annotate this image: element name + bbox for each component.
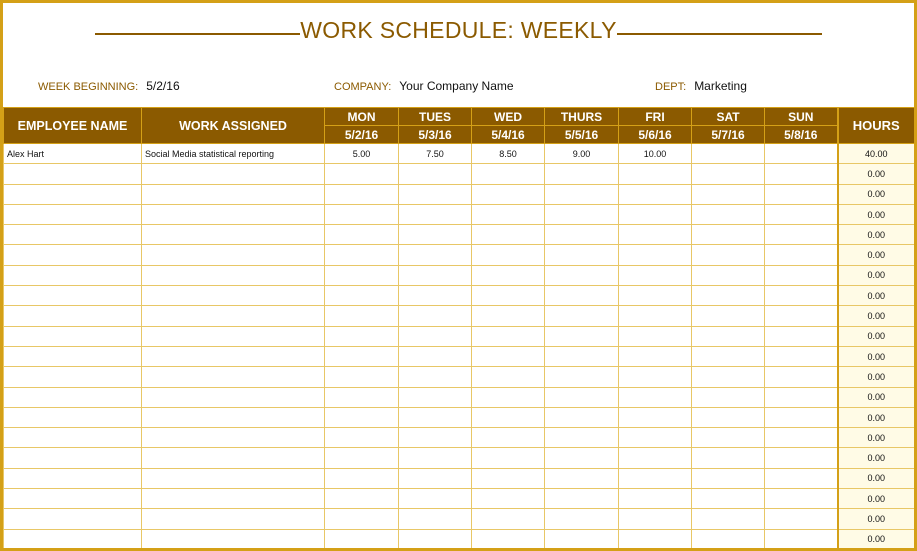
day-cell-wed[interactable] (472, 326, 545, 346)
day-cell-sat[interactable] (692, 265, 765, 285)
day-cell-tues[interactable] (399, 468, 472, 488)
hours-total-cell: 0.00 (838, 529, 915, 549)
hours-total-cell: 0.00 (838, 387, 915, 407)
employee-name-cell[interactable] (4, 509, 142, 529)
day-cell-fri[interactable] (619, 367, 692, 387)
day-cell-mon[interactable] (325, 367, 399, 387)
hours-total-cell: 0.00 (838, 306, 915, 326)
day-cell-fri[interactable] (619, 529, 692, 549)
day-cell-thurs[interactable] (545, 407, 619, 427)
day-cell-wed[interactable] (472, 407, 545, 427)
employee-name-cell[interactable]: Alex Hart (4, 144, 142, 164)
header-date-wed: 5/4/16 (472, 126, 545, 144)
table-row (4, 184, 915, 204)
header-day-sun: SUN (765, 108, 838, 126)
day-cell-sat[interactable] (692, 448, 765, 468)
day-cell-tues[interactable] (399, 529, 472, 549)
employee-name-cell[interactable] (4, 204, 142, 224)
day-cell-tues[interactable] (399, 306, 472, 326)
day-cell-tues[interactable] (399, 489, 472, 509)
hours-total-cell: 0.00 (838, 448, 915, 468)
day-cell-fri[interactable] (619, 286, 692, 306)
table-row (4, 306, 915, 326)
day-cell-wed[interactable] (472, 387, 545, 407)
day-cell-mon[interactable] (325, 346, 399, 366)
work-assigned-cell[interactable] (142, 204, 325, 224)
day-cell-sat[interactable] (692, 286, 765, 306)
day-cell-fri[interactable] (619, 346, 692, 366)
table-row (4, 489, 915, 509)
day-cell-sun[interactable] (765, 489, 838, 509)
day-cell-sun[interactable] (765, 144, 838, 164)
day-cell-fri[interactable] (619, 387, 692, 407)
day-cell-wed[interactable] (472, 204, 545, 224)
day-cell-sun[interactable] (765, 265, 838, 285)
day-cell-sun[interactable] (765, 367, 838, 387)
day-cell-wed[interactable] (472, 529, 545, 549)
day-cell-thurs[interactable] (545, 204, 619, 224)
work-assigned-cell[interactable] (142, 245, 325, 265)
table-row (4, 164, 915, 184)
hours-total-cell: 0.00 (838, 509, 915, 529)
day-cell-mon[interactable]: 5.00 (325, 144, 399, 164)
day-cell-sun[interactable] (765, 346, 838, 366)
company (334, 79, 514, 95)
day-cell-fri[interactable] (619, 225, 692, 245)
day-cell-sun[interactable] (765, 468, 838, 488)
table-row (4, 448, 915, 468)
dept (655, 79, 747, 95)
schedule-table (3, 107, 915, 550)
employee-name-cell[interactable] (4, 489, 142, 509)
day-cell-thurs[interactable]: 9.00 (545, 144, 619, 164)
hours-total-cell: 0.00 (838, 326, 915, 346)
work-assigned-cell[interactable] (142, 286, 325, 306)
day-cell-fri[interactable] (619, 164, 692, 184)
title-rule-left (95, 33, 300, 35)
day-cell-wed[interactable] (472, 306, 545, 326)
week-beginning-value[interactable]: 5/2/16 (146, 79, 180, 93)
day-cell-tues[interactable] (399, 448, 472, 468)
company-value[interactable]: Your Company Name (399, 79, 514, 93)
employee-name-cell[interactable] (4, 326, 142, 346)
header-day-tues: TUES (399, 108, 472, 126)
employee-name-cell[interactable] (4, 164, 142, 184)
day-cell-wed[interactable] (472, 468, 545, 488)
day-cell-wed[interactable] (472, 367, 545, 387)
week-beginning (38, 79, 180, 95)
employee-name-cell[interactable] (4, 448, 142, 468)
day-cell-sat[interactable] (692, 306, 765, 326)
day-cell-mon[interactable] (325, 448, 399, 468)
day-cell-tues[interactable] (399, 326, 472, 346)
day-cell-sun[interactable] (765, 509, 838, 529)
hours-total-cell: 0.00 (838, 164, 915, 184)
day-cell-wed[interactable] (472, 489, 545, 509)
schedule-body (4, 144, 915, 550)
work-assigned-cell[interactable] (142, 387, 325, 407)
day-cell-mon[interactable] (325, 509, 399, 529)
dept-label: DEPT: (655, 81, 687, 93)
day-cell-fri[interactable] (619, 245, 692, 265)
header-employee-name: EMPLOYEE NAME (4, 108, 142, 144)
employee-name-cell[interactable] (4, 428, 142, 448)
day-cell-sat[interactable] (692, 245, 765, 265)
work-assigned-cell[interactable] (142, 428, 325, 448)
day-cell-tues[interactable] (399, 387, 472, 407)
day-cell-tues[interactable] (399, 225, 472, 245)
header-hours: HOURS (838, 108, 915, 144)
work-assigned-cell[interactable] (142, 489, 325, 509)
day-cell-tues[interactable] (399, 286, 472, 306)
hours-total-cell: 0.00 (838, 346, 915, 366)
day-cell-wed[interactable] (472, 448, 545, 468)
day-cell-sun[interactable] (765, 529, 838, 549)
day-cell-sun[interactable] (765, 306, 838, 326)
table-row (4, 529, 915, 549)
hours-total-cell: 0.00 (838, 468, 915, 488)
day-cell-wed[interactable] (472, 509, 545, 529)
header-date-fri: 5/6/16 (619, 126, 692, 144)
week-beginning-label: WEEK BEGINNING: (38, 81, 139, 93)
day-cell-tues[interactable] (399, 346, 472, 366)
day-cell-thurs[interactable] (545, 448, 619, 468)
employee-name-cell[interactable] (4, 367, 142, 387)
header-date-sat: 5/7/16 (692, 126, 765, 144)
day-cell-sat[interactable] (692, 204, 765, 224)
day-cell-fri[interactable]: 10.00 (619, 144, 692, 164)
day-cell-wed[interactable] (472, 225, 545, 245)
header-date-thurs: 5/5/16 (545, 126, 619, 144)
day-cell-sun[interactable] (765, 448, 838, 468)
day-cell-sat[interactable] (692, 509, 765, 529)
hours-total-cell: 0.00 (838, 245, 915, 265)
dept-value[interactable]: Marketing (694, 79, 747, 93)
work-assigned-cell[interactable] (142, 184, 325, 204)
page-title: WORK SCHEDULE: WEEKLY (300, 17, 617, 43)
day-cell-thurs[interactable] (545, 245, 619, 265)
day-cell-sun[interactable] (765, 164, 838, 184)
day-cell-sun[interactable] (765, 225, 838, 245)
day-cell-sat[interactable] (692, 184, 765, 204)
day-cell-sat[interactable] (692, 489, 765, 509)
day-cell-mon[interactable] (325, 265, 399, 285)
header-day-thurs: THURS (545, 108, 619, 126)
title-row (3, 17, 914, 47)
hours-total-cell: 0.00 (838, 489, 915, 509)
day-cell-mon[interactable] (325, 164, 399, 184)
day-cell-thurs[interactable] (545, 184, 619, 204)
day-cell-mon[interactable] (325, 529, 399, 549)
day-cell-thurs[interactable] (545, 326, 619, 346)
day-cell-sat[interactable] (692, 164, 765, 184)
employee-name-cell[interactable] (4, 306, 142, 326)
header-date-mon: 5/2/16 (325, 126, 399, 144)
day-cell-mon[interactable] (325, 387, 399, 407)
employee-name-cell[interactable] (4, 184, 142, 204)
day-cell-fri[interactable] (619, 489, 692, 509)
day-cell-mon[interactable] (325, 286, 399, 306)
day-cell-sun[interactable] (765, 326, 838, 346)
header-day-sat: SAT (692, 108, 765, 126)
hours-total-cell: 0.00 (838, 367, 915, 387)
work-assigned-cell[interactable] (142, 164, 325, 184)
table-row (4, 225, 915, 245)
day-cell-thurs[interactable] (545, 428, 619, 448)
hours-total-cell: 0.00 (838, 428, 915, 448)
hours-total-cell: 0.00 (838, 225, 915, 245)
title-rule-right (617, 33, 822, 35)
table-row (4, 286, 915, 306)
hours-total-cell: 0.00 (838, 184, 915, 204)
day-cell-sun[interactable] (765, 387, 838, 407)
work-assigned-cell[interactable] (142, 225, 325, 245)
day-cell-thurs[interactable] (545, 387, 619, 407)
day-cell-tues[interactable] (399, 407, 472, 427)
day-cell-sun[interactable] (765, 184, 838, 204)
day-cell-fri[interactable] (619, 184, 692, 204)
employee-name-cell[interactable] (4, 245, 142, 265)
work-assigned-cell[interactable] (142, 326, 325, 346)
work-assigned-cell[interactable] (142, 509, 325, 529)
work-assigned-cell[interactable] (142, 265, 325, 285)
day-cell-wed[interactable] (472, 184, 545, 204)
day-cell-mon[interactable] (325, 225, 399, 245)
table-row (4, 468, 915, 488)
day-cell-sat[interactable] (692, 326, 765, 346)
employee-name-cell[interactable] (4, 346, 142, 366)
work-assigned-cell[interactable] (142, 468, 325, 488)
table-row (4, 326, 915, 346)
day-cell-fri[interactable] (619, 306, 692, 326)
day-cell-tues[interactable] (399, 428, 472, 448)
hours-total-cell: 40.00 (838, 144, 915, 164)
day-cell-mon[interactable] (325, 468, 399, 488)
day-cell-mon[interactable] (325, 306, 399, 326)
day-cell-wed[interactable]: 8.50 (472, 144, 545, 164)
table-row (4, 346, 915, 366)
day-cell-tues[interactable] (399, 265, 472, 285)
day-cell-mon[interactable] (325, 245, 399, 265)
day-cell-wed[interactable] (472, 245, 545, 265)
day-cell-fri[interactable] (619, 509, 692, 529)
day-cell-sat[interactable] (692, 468, 765, 488)
table-row (4, 387, 915, 407)
day-cell-mon[interactable] (325, 184, 399, 204)
header-day-mon: MON (325, 108, 399, 126)
table-row (4, 509, 915, 529)
day-cell-sun[interactable] (765, 407, 838, 427)
employee-name-cell[interactable] (4, 387, 142, 407)
day-cell-sun[interactable] (765, 245, 838, 265)
day-cell-fri[interactable] (619, 265, 692, 285)
header-day-wed: WED (472, 108, 545, 126)
table-row (4, 428, 915, 448)
hours-total-cell: 0.00 (838, 204, 915, 224)
day-cell-sat[interactable] (692, 346, 765, 366)
day-cell-thurs[interactable] (545, 509, 619, 529)
day-cell-sat[interactable] (692, 529, 765, 549)
work-assigned-cell[interactable] (142, 448, 325, 468)
day-cell-wed[interactable] (472, 428, 545, 448)
day-cell-thurs[interactable] (545, 367, 619, 387)
hours-total-cell: 0.00 (838, 407, 915, 427)
employee-name-cell[interactable] (4, 407, 142, 427)
day-cell-fri[interactable] (619, 204, 692, 224)
employee-name-cell[interactable] (4, 225, 142, 245)
hours-total-cell: 0.00 (838, 286, 915, 306)
day-cell-mon[interactable] (325, 489, 399, 509)
day-cell-wed[interactable] (472, 286, 545, 306)
day-cell-tues[interactable]: 7.50 (399, 144, 472, 164)
day-cell-tues[interactable] (399, 204, 472, 224)
table-row (4, 204, 915, 224)
employee-name-cell[interactable] (4, 529, 142, 549)
table-row (4, 245, 915, 265)
day-cell-fri[interactable] (619, 407, 692, 427)
employee-name-cell[interactable] (4, 286, 142, 306)
header-work-assigned: WORK ASSIGNED (142, 108, 325, 144)
day-cell-thurs[interactable] (545, 286, 619, 306)
day-cell-wed[interactable] (472, 265, 545, 285)
work-assigned-cell[interactable] (142, 346, 325, 366)
day-cell-thurs[interactable] (545, 468, 619, 488)
day-cell-fri[interactable] (619, 468, 692, 488)
day-cell-wed[interactable] (472, 164, 545, 184)
day-cell-sat[interactable] (692, 387, 765, 407)
day-cell-wed[interactable] (472, 346, 545, 366)
day-cell-sun[interactable] (765, 286, 838, 306)
table-row (4, 144, 915, 164)
day-cell-sat[interactable] (692, 407, 765, 427)
day-cell-mon[interactable] (325, 204, 399, 224)
table-row (4, 265, 915, 285)
day-cell-mon[interactable] (325, 407, 399, 427)
work-assigned-cell[interactable]: Social Media statistical reporting (142, 144, 325, 164)
day-cell-sat[interactable] (692, 367, 765, 387)
day-cell-thurs[interactable] (545, 265, 619, 285)
day-cell-fri[interactable] (619, 428, 692, 448)
employee-name-cell[interactable] (4, 265, 142, 285)
work-assigned-cell[interactable] (142, 407, 325, 427)
day-cell-tues[interactable] (399, 184, 472, 204)
header-date-sun: 5/8/16 (765, 126, 838, 144)
day-cell-sun[interactable] (765, 204, 838, 224)
day-cell-sat[interactable] (692, 144, 765, 164)
day-cell-sat[interactable] (692, 428, 765, 448)
work-assigned-cell[interactable] (142, 367, 325, 387)
work-assigned-cell[interactable] (142, 306, 325, 326)
day-cell-sun[interactable] (765, 428, 838, 448)
day-cell-tues[interactable] (399, 509, 472, 529)
table-row (4, 367, 915, 387)
header-day-fri: FRI (619, 108, 692, 126)
work-assigned-cell[interactable] (142, 529, 325, 549)
day-cell-sat[interactable] (692, 225, 765, 245)
table-row (4, 407, 915, 427)
day-cell-mon[interactable] (325, 428, 399, 448)
company-label: COMPANY: (334, 81, 392, 93)
day-cell-thurs[interactable] (545, 489, 619, 509)
day-cell-tues[interactable] (399, 164, 472, 184)
day-cell-fri[interactable] (619, 326, 692, 346)
day-cell-tues[interactable] (399, 245, 472, 265)
day-cell-mon[interactable] (325, 326, 399, 346)
day-cell-thurs[interactable] (545, 346, 619, 366)
day-cell-thurs[interactable] (545, 225, 619, 245)
day-cell-thurs[interactable] (545, 529, 619, 549)
day-cell-tues[interactable] (399, 367, 472, 387)
day-cell-thurs[interactable] (545, 164, 619, 184)
employee-name-cell[interactable] (4, 468, 142, 488)
header-date-tues: 5/3/16 (399, 126, 472, 144)
hours-total-cell: 0.00 (838, 265, 915, 285)
day-cell-fri[interactable] (619, 448, 692, 468)
day-cell-thurs[interactable] (545, 306, 619, 326)
